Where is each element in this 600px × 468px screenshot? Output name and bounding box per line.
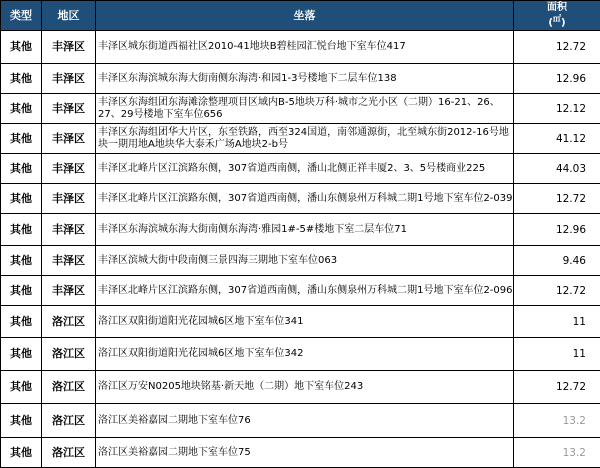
region-cell: 丰泽区 [42, 64, 96, 94]
table-row [1, 184, 600, 214]
type-cell: 其他 [1, 276, 42, 306]
area-cell: 12.96 [514, 64, 600, 94]
header-region: 地区 [42, 1, 96, 31]
region-cell: 洛江区 [42, 438, 96, 468]
area-cell: 41.12 [514, 124, 600, 154]
region-cell: 丰泽区 [42, 94, 96, 124]
type-cell: 其他 [1, 214, 42, 246]
header-type: 类型 [1, 1, 42, 31]
location-cell: 丰泽区北峰片区江滨路东侧，307省道西南侧，潘山北侧正祥丰厦2、3、5号楼商业225 [96, 154, 514, 184]
table-row [1, 371, 600, 404]
location-cell: 洛江区美裕嘉园二期地下室车位75 [96, 438, 514, 468]
location-cell: 丰泽区滨城大街中段南侧三景四海三期地下室车位063 [96, 246, 514, 276]
table-row [1, 94, 600, 124]
area-cell: 11 [514, 306, 600, 338]
type-cell: 其他 [1, 306, 42, 338]
location-cell: 丰泽区城东街道西福社区2010-41地块B碧桂园汇悦台地下室车位417 [96, 31, 514, 64]
type-cell: 其他 [1, 124, 42, 154]
region-cell: 洛江区 [42, 338, 96, 371]
region-cell: 洛江区 [42, 306, 96, 338]
location-cell: 丰泽区东海滨城东海大街南侧东海湾·和园1-3号楼地下二层车位138 [96, 64, 514, 94]
header-area [514, 1, 600, 31]
type-cell: 其他 [1, 64, 42, 94]
type-cell: 其他 [1, 404, 42, 438]
region-cell: 丰泽区 [42, 31, 96, 64]
area-cell: 12.72 [514, 371, 600, 404]
region-cell: 洛江区 [42, 404, 96, 438]
area-cell: 12.72 [514, 276, 600, 306]
area-cell: 12.72 [514, 31, 600, 64]
location-cell: 丰泽区东海组团华大片区，东至铁路，西至324国道，南邻通源街，北至城东街2012-16号地块一期用地A地块华大泰禾广场A地块2-b号 [96, 124, 514, 154]
region-cell: 丰泽区 [42, 214, 96, 246]
location-cell: 洛江区美裕嘉园二期地下室车位76 [96, 404, 514, 438]
table-row [1, 338, 600, 371]
table-body [1, 31, 600, 468]
area-cell: 9.46 [514, 246, 600, 276]
location-cell: 洛江区万安N0205地块铭基·新天地（二期）地下室车位243 [96, 371, 514, 404]
type-cell: 其他 [1, 94, 42, 124]
table-row [1, 124, 600, 154]
area-cell: 12.96 [514, 214, 600, 246]
table-row [1, 31, 600, 64]
location-cell: 洛江区双阳街道阳光花园城6区地下室车位342 [96, 338, 514, 371]
area-cell: 13.2 [514, 438, 600, 468]
region-cell: 洛江区 [42, 371, 96, 404]
type-cell: 其他 [1, 246, 42, 276]
header-row [1, 1, 600, 31]
area-cell: 12.72 [514, 184, 600, 214]
type-cell: 其他 [1, 438, 42, 468]
type-cell: 其他 [1, 338, 42, 371]
region-cell: 丰泽区 [42, 124, 96, 154]
table-row [1, 276, 600, 306]
location-cell: 洛江区双阳街道阳光花园城6区地下室车位341 [96, 306, 514, 338]
header-area-paren-open: ( [548, 18, 553, 29]
table-row [1, 404, 600, 438]
table-row [1, 438, 600, 468]
header-area-paren-close: ) [561, 18, 566, 29]
region-cell: 丰泽区 [42, 184, 96, 214]
location-cell: 丰泽区东海滨城东海大街南侧东海湾·雅园1#-5#楼地下室二层车位71 [96, 214, 514, 246]
area-cell: 13.2 [514, 404, 600, 438]
location-cell: 丰泽区东海组团东海滩涂整理项目区域内B-5地块万科·城市之光小区（二期）16-21、26、27、29号楼地下室车位656 [96, 94, 514, 124]
region-cell: 丰泽区 [42, 246, 96, 276]
table-row [1, 64, 600, 94]
table-row [1, 306, 600, 338]
table-row [1, 246, 600, 276]
header-area-unit: ㎡ [553, 14, 561, 23]
location-cell: 丰泽区北峰片区江滨路东侧，307省道西南侧，潘山东侧泉州万科城二期1号地下室车位2-039 [96, 184, 514, 214]
region-cell: 丰泽区 [42, 154, 96, 184]
area-cell: 11 [514, 338, 600, 371]
location-cell: 丰泽区北峰片区江滨路东侧，307省道西南侧，潘山东侧泉州万科城二期1号地下室车位2-096 [96, 276, 514, 306]
table-row [1, 154, 600, 184]
type-cell: 其他 [1, 371, 42, 404]
region-cell: 丰泽区 [42, 276, 96, 306]
type-cell: 其他 [1, 31, 42, 64]
type-cell: 其他 [1, 184, 42, 214]
header-area-label: 面积 [547, 2, 567, 13]
area-cell: 12.12 [514, 94, 600, 124]
table-row [1, 214, 600, 246]
header-location: 坐落 [96, 1, 514, 31]
type-cell: 其他 [1, 154, 42, 184]
area-cell: 44.03 [514, 154, 600, 184]
